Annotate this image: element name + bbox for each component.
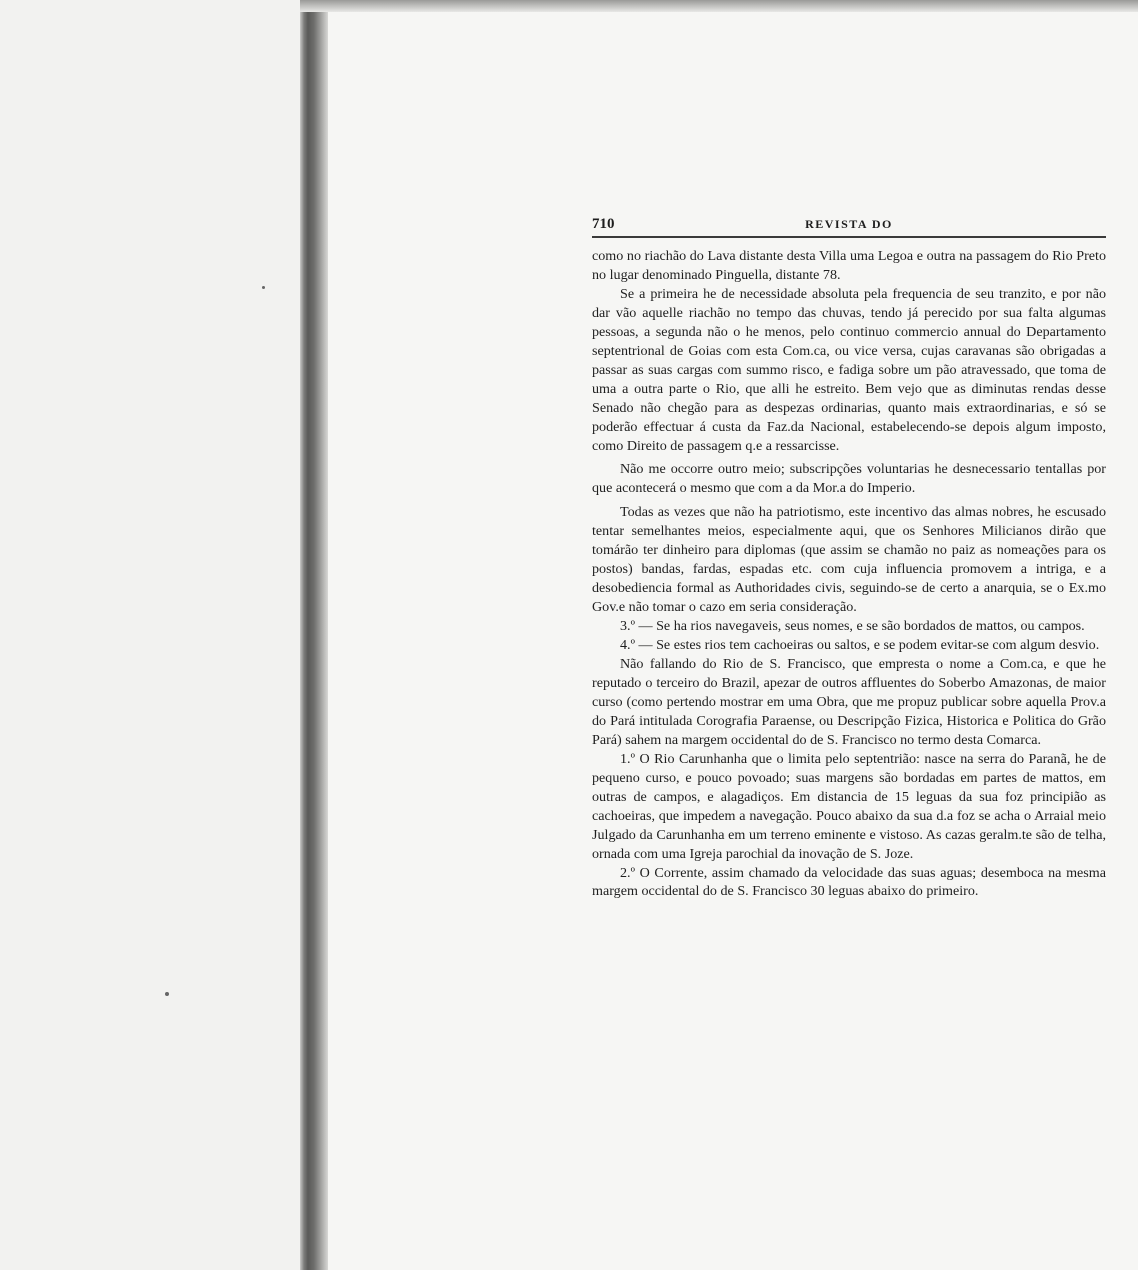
paragraph: Todas as vezes que não ha patriotismo, este incentivo das almas nobres, he escusado tentar semelhantes meios, especialmente aqui, que os Senhores Milicianos dirão que tomárão ter dinheiro para diplomas (que assim se chamão no paiz as nomeações para os postos) bandas, fardas, espadas etc. com cuja influencia promovem a intriga, e a desobediencia formal as Authoridades civis, seguindo-se de certo a anarquia, se o Ex.mo Gov.e não tomar o cazo em seria consideração. bbox=[592, 504, 1106, 616]
paragraph: 4.º — Se estes rios tem cachoeiras ou saltos, e se podem evitar-se com algum desvio. bbox=[620, 637, 1100, 654]
dust-speck bbox=[165, 992, 169, 996]
left-page-margin bbox=[0, 0, 300, 1270]
paragraph: Não me occorre outro meio; subscripções voluntarias he desnecessario tentallas por que acontecerá o mesmo que com a da Mor.a do Imperio. bbox=[592, 461, 1106, 497]
paragraph: 3.º — Se ha rios navegaveis, seus nomes, e se são bordados de mattos, ou campos. bbox=[620, 618, 1085, 635]
running-head bbox=[592, 214, 1106, 238]
page-content bbox=[592, 214, 1106, 901]
paragraph: Não fallando do Rio de S. Francisco, que empresta o nome a Com.ca, e que he reputado o terceiro do Brazil, apezar de outros affluentes do Soberbo Amazonas, de maior curso (como pertendo mostrar em uma Obra, que me propuz publicar sobre aquella Prov.a do Pará intitulada Corografia Paraense, ou Descripção Fizica, Historica e Politica do Grão Pará) sahem na margem occidental do de S. Francisco no termo desta Comarca. bbox=[592, 656, 1106, 748]
paragraph: como no riachão do Lava distante desta Villa uma Legoa e outra na passagem do Rio Preto no lugar denominado Pinguella, distante 78. bbox=[592, 248, 1106, 283]
page-number: 710 bbox=[592, 216, 615, 232]
paragraph: 2.º O Corrente, assim chamado da velocidade das suas aguas; desemboca na mesma margem occidental do de S. Francisco 30 leguas abaixo do primeiro. bbox=[592, 864, 1106, 900]
journal-title: REVISTA DO bbox=[805, 217, 893, 231]
page-top-shadow bbox=[300, 0, 1138, 12]
body-text bbox=[592, 247, 1106, 901]
paragraph: Se a primeira he de necessidade absoluta pela frequencia de seu tranzito, e por não dar vão aquelle riachão no tempo das chuvas, tendo já perecido por sua falta algumas pessoas, a segunda não o he menos, pelo continuo commercio annual do Departamento septentrional de Goias com esta Com.ca, ou vice versa, cujas caravanas são obrigadas a passar as suas cargas com summo risco, e fadiga sobre um pão atravessado, que toma de uma a outra parte o Rio, que alli he estreito. Bem vejo que as diminutas rendas desse Senado não chegão para as despezas ordinarias, quanto mais extraordinarias, e só se poderão effectuar á custa da Faz.da Nacional, estabelecendo-se depois algum imposto, como Direito de passagem q.e a ressarcisse. bbox=[592, 285, 1106, 454]
book-spine bbox=[300, 0, 328, 1270]
dust-speck bbox=[262, 286, 265, 289]
paragraph: 1.º O Rio Carunhanha que o limita pelo septentrião: nasce na serra do Paranã, he de pequeno curso, e pouco povoado; suas margens são bordadas em partes de mattos, em outras de campos, e alagadiços. Em distancia de 15 leguas da sua foz principião as cachoeiras, que impedem a navegação. Pouco abaixo da sua d.a foz se acha o Arraial meio Julgado da Carunhanha em um terreno eminente e vistoso. As cazas geralm.te são de telha, ornada com uma Igreja parochial da inovação de S. Joze. bbox=[592, 750, 1106, 862]
